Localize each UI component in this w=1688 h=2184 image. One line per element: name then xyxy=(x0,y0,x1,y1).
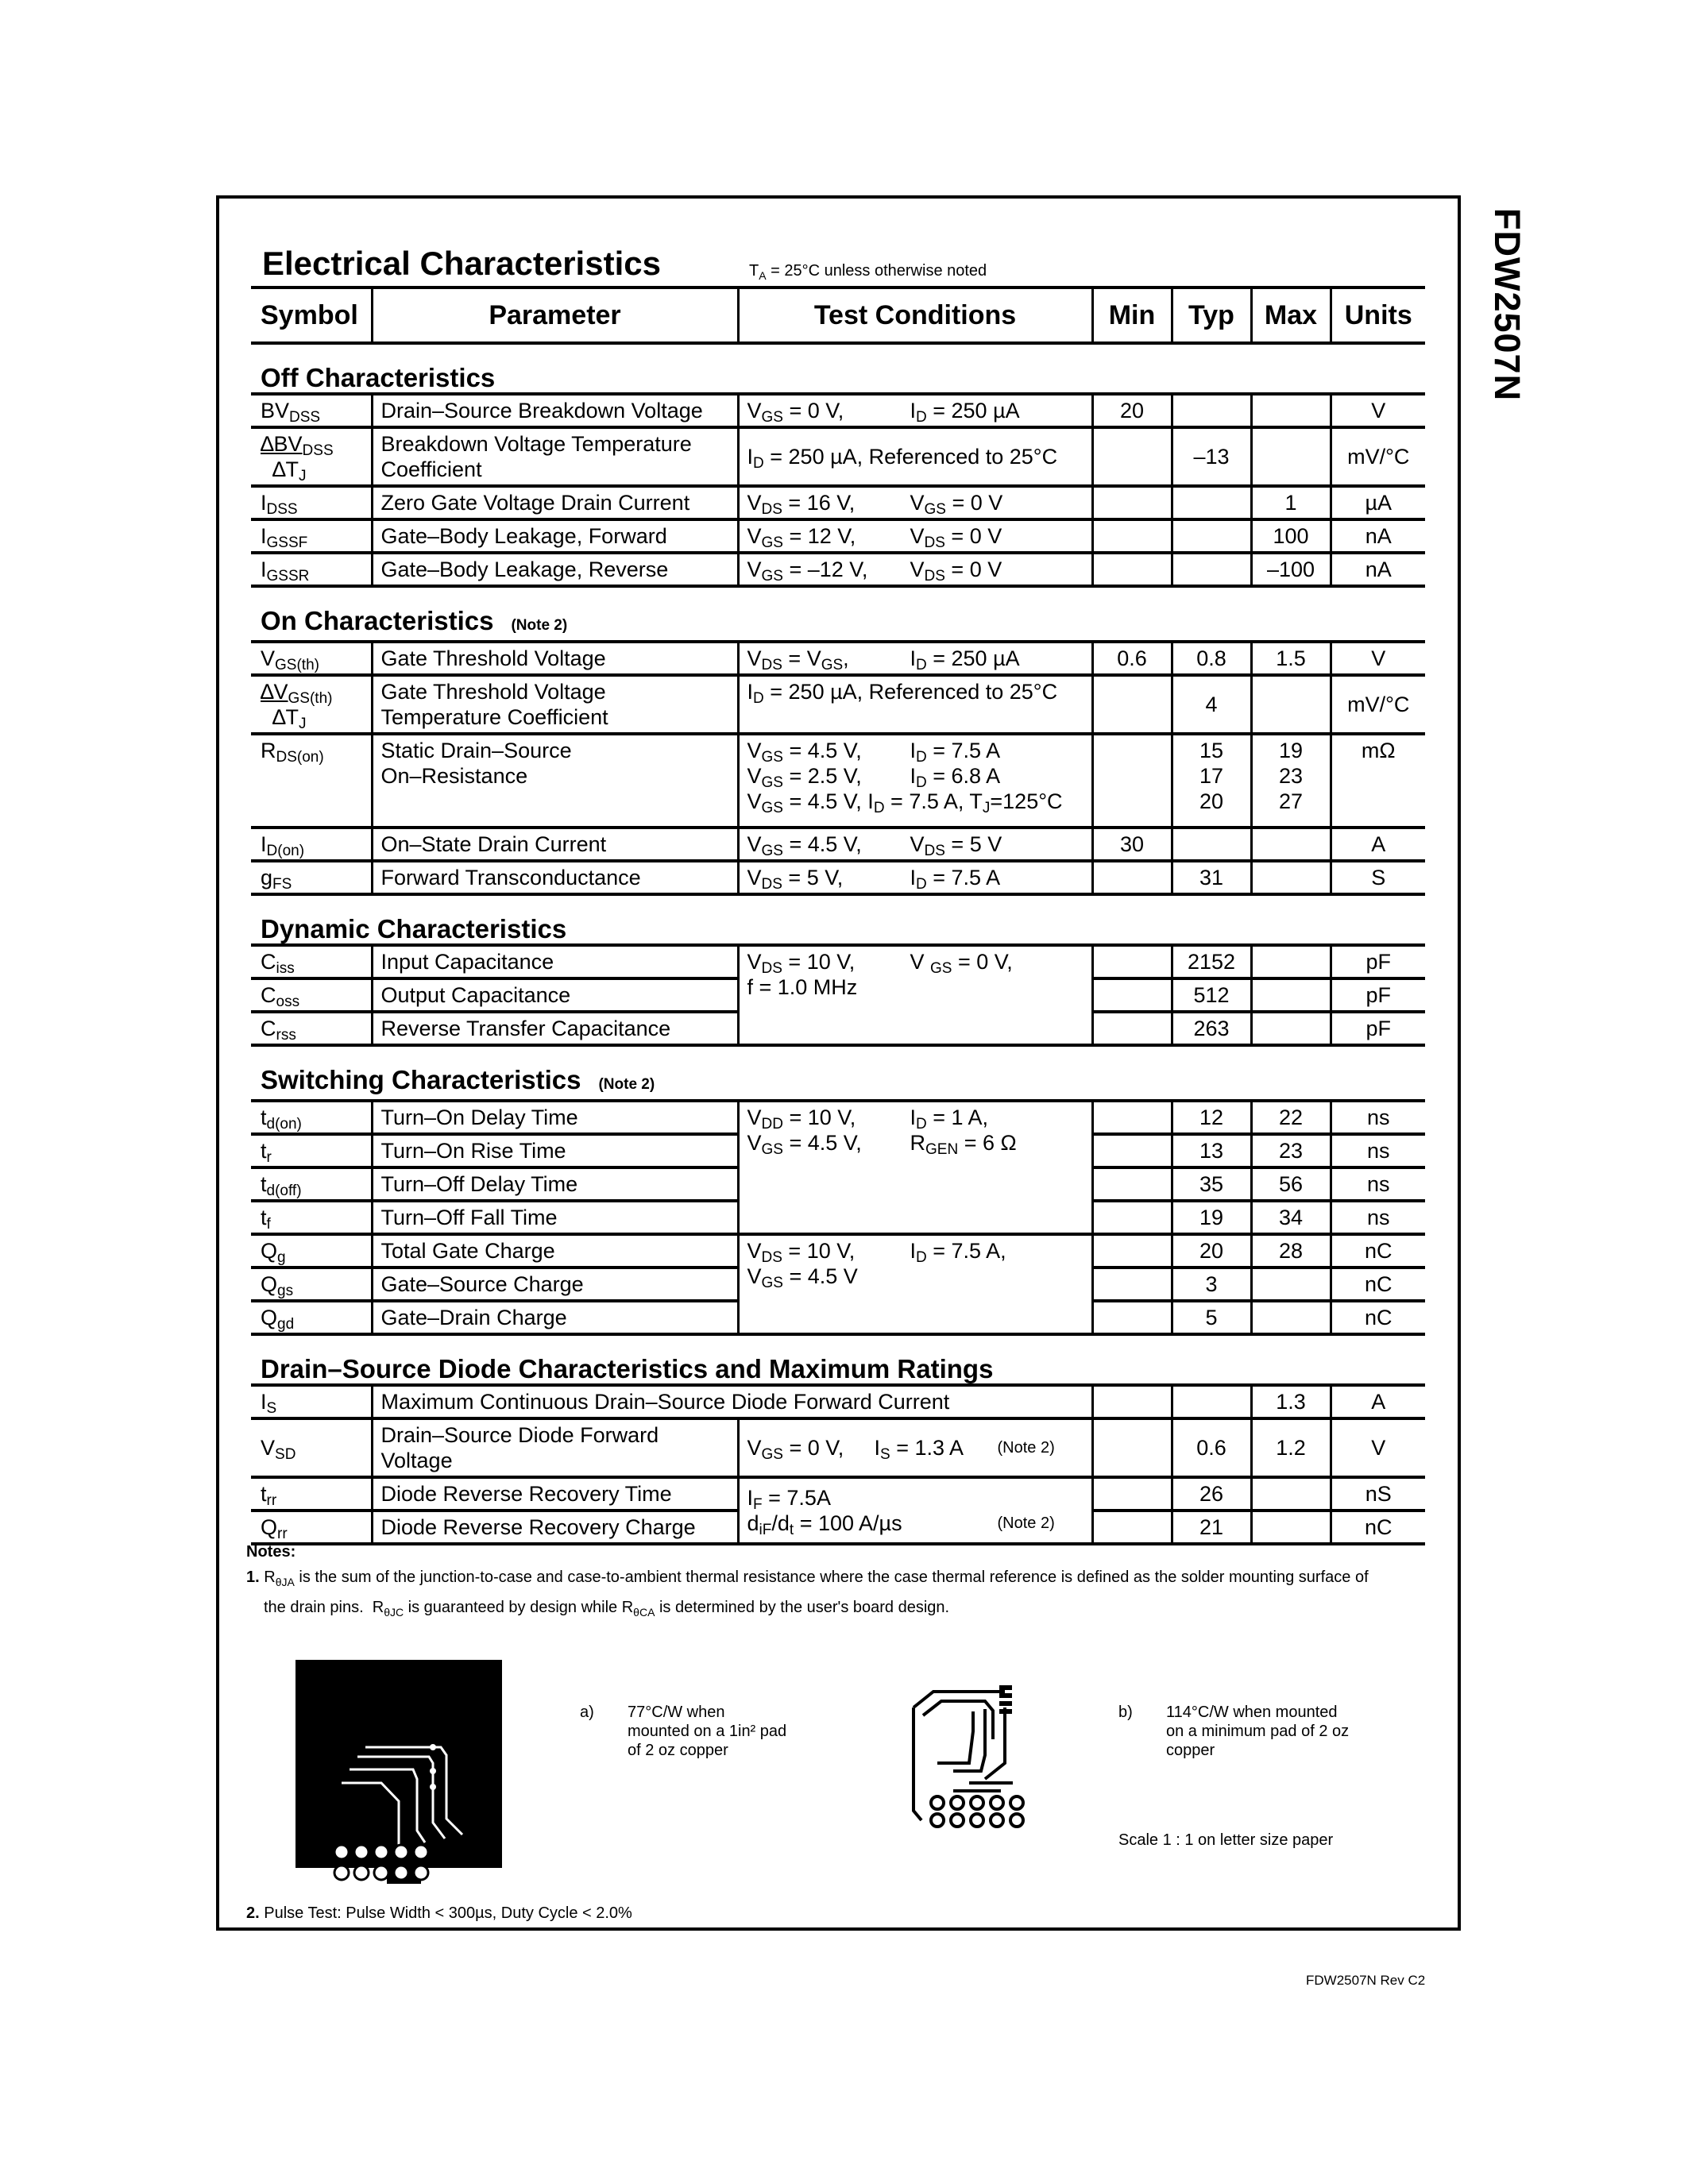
pcb-minimum-pad-figure xyxy=(866,1644,1049,1843)
table-row: $\Delta V_{GS(th)}$ $\Delta T_J$ Gate Threshold Voltage Temperature Coefficient $I_D = 250$ µA, Referenced to 25°C 4 mV/°C xyxy=(251,675,1425,734)
table-row: $Q_g$ Total Gate Charge $V_{DS} = 10$ V, $I_D = 7.5$ A, $V_{GS} = 4.5$ V 20 28 nC xyxy=(251,1234,1425,1268)
header-parameter: Parameter xyxy=(372,287,738,343)
table-row: $t_{rr}$ Diode Reverse Recovery Time $I_F = 7.5A$ $d_{iF}/d_t = 100$ A/µs (Note 2) 26 nS xyxy=(251,1477,1425,1511)
table-row: $I_S$ Maximum Continuous Drain–Source Diode Forward Current 1.3 A xyxy=(251,1385,1425,1418)
header-units: Units xyxy=(1331,287,1425,343)
section-dynamic: Dynamic Characteristics xyxy=(251,894,1425,945)
table-row: $t_f$ Turn–Off Fall Time 19 34 ns xyxy=(251,1201,1425,1234)
scale-note: Scale 1 : 1 on letter size paper xyxy=(1118,1831,1334,1849)
notes-section xyxy=(246,1539,1438,1625)
pcb-1in2-pad-figure xyxy=(262,1620,524,1906)
table-row: $t_r$ Turn–On Rise Time 13 23 ns xyxy=(251,1134,1425,1167)
note-1-cont: the drain pins. $R_{\theta JC}$ is guaranteed by design while $R_{\theta CA}$ is determined by the user's board design. xyxy=(264,1599,950,1619)
table-row: $Q_{gd}$ Gate–Drain Charge 5 nC xyxy=(251,1301,1425,1334)
note-2: 2. Pulse Test: Pulse Width < 300µs, Duty Cycle < 2.0% xyxy=(246,1904,632,1922)
section-switching: Switching Characteristics (Note 2) xyxy=(251,1045,1425,1101)
header-typ: Typ xyxy=(1172,287,1251,343)
table-row: $I_{GSSF}$ Gate–Body Leakage, Forward $V_{GS} = 12$ V, $V_{DS} = 0$ V 100 nA xyxy=(251,519,1425,553)
table-row: $R_{DS(on)}$ Static Drain–Source On–Resistance $V_{GS} = 4.5$ V, $I_D = 7.5$ A $V_{GS} = 2.5$ V, $I_D = 6.8$ A $V_{GS} = 4.5$ V, $I_D = 7.5$ A, $T_J=125^\circ C$ 15 17 20 19 23 27 mΩ xyxy=(251,734,1425,828)
table-row: $C_{oss}$ Output Capacitance 512 pF xyxy=(251,978,1425,1012)
electrical-characteristics-table xyxy=(251,286,1425,1545)
table-row: $\Delta BV_{DSS}$ $\Delta T_J$ Breakdown Voltage Temperature Coefficient $I_D = 250$ µA, Referenced to 25°C –13 mV/°C xyxy=(251,427,1425,486)
table-row: $Q_{gs}$ Gate–Source Charge 3 nC xyxy=(251,1268,1425,1301)
table-row: $t_{d(on)}$ Turn–On Delay Time $V_{DD} = 10$ V, $I_D = 1$ A, $V_{GS} = 4.5$ V, $R_{GEN} = 6$ Ω 12 22 ns xyxy=(251,1101,1425,1134)
figure-b-caption: b) 114°C/W when mounted on a minimum pad of 2 oz copper xyxy=(1118,1704,1350,1759)
table-row: $V_{SD}$ Drain–Source Diode Forward Voltage $V_{GS} = 0$ V, $I_S = 1.3$ A (Note 2) 0.6 1.2 V xyxy=(251,1418,1425,1477)
section-diode: Drain–Source Diode Characteristics and Maximum Ratings xyxy=(251,1334,1425,1385)
table-row: $I_{GSSR}$ Gate–Body Leakage, Reverse $V_{GS} = -12$ V, $V_{DS} = 0$ V –100 nA xyxy=(251,553,1425,586)
table-row: $V_{GS(th)}$ Gate Threshold Voltage $V_{DS} = V_{GS}$, $I_D = 250$ µA 0.6 0.8 1.5 V xyxy=(251,642,1425,675)
table-row: $g_{FS}$ Forward Transconductance $V_{DS} = 5$ V, $I_D = 7.5$ A 31 S xyxy=(251,861,1425,894)
table-row: $C_{rss}$ Reverse Transfer Capacitance 263 pF xyxy=(251,1012,1425,1045)
header-min: Min xyxy=(1092,287,1172,343)
ta-note: $T_A = 25^\circ C$ unless otherwise noted xyxy=(749,262,987,282)
table-header-row xyxy=(251,287,1425,343)
page-title: Electrical Characteristics xyxy=(262,245,661,282)
table-row: $BV_{DSS}$ Drain–Source Breakdown Voltage $V_{GS} = 0$ V, $I_D = 250$ µA 20 V xyxy=(251,394,1425,427)
section-off: Off Characteristics xyxy=(251,343,1425,394)
table-row: $C_{iss}$ Input Capacitance $V_{DS} = 10$ V, V $_{GS}$ = 0 V, f = 1.0 MHz 2152 pF xyxy=(251,945,1425,978)
header-test-conditions: Test Conditions xyxy=(738,287,1092,343)
table-row: $I_{D(on)}$ On–State Drain Current $V_{GS} = 4.5$ V, $V_{DS} = 5$ V 30 A xyxy=(251,828,1425,861)
header-symbol: Symbol xyxy=(251,287,372,343)
table-row: $I_{DSS}$ Zero Gate Voltage Drain Current $V_{DS} = 16$ V, $V_{GS} = 0$ V 1 µA xyxy=(251,486,1425,519)
side-part-number: FDW2507N xyxy=(1487,208,1528,402)
note-1: 1. $R_{\theta JA}$ is the sum of the junction-to-case and case-to-ambient thermal resistance where the case thermal reference is defined as the solder mounting surface of xyxy=(246,1569,1369,1588)
notes-heading: Notes: xyxy=(246,1543,296,1561)
header-max: Max xyxy=(1251,287,1331,343)
figure-a-caption: a) 77°C/W when mounted on a 1in² pad of 2 oz copper xyxy=(580,1704,787,1759)
table-row: $t_{d(off)}$ Turn–Off Delay Time 35 56 ns xyxy=(251,1167,1425,1201)
revision-footer: FDW2507N Rev C2 xyxy=(1306,1973,1426,1988)
table-row: $Q_{rr}$ Diode Reverse Recovery Charge 21 nC xyxy=(251,1511,1425,1544)
section-on: On Characteristics (Note 2) xyxy=(251,586,1425,642)
